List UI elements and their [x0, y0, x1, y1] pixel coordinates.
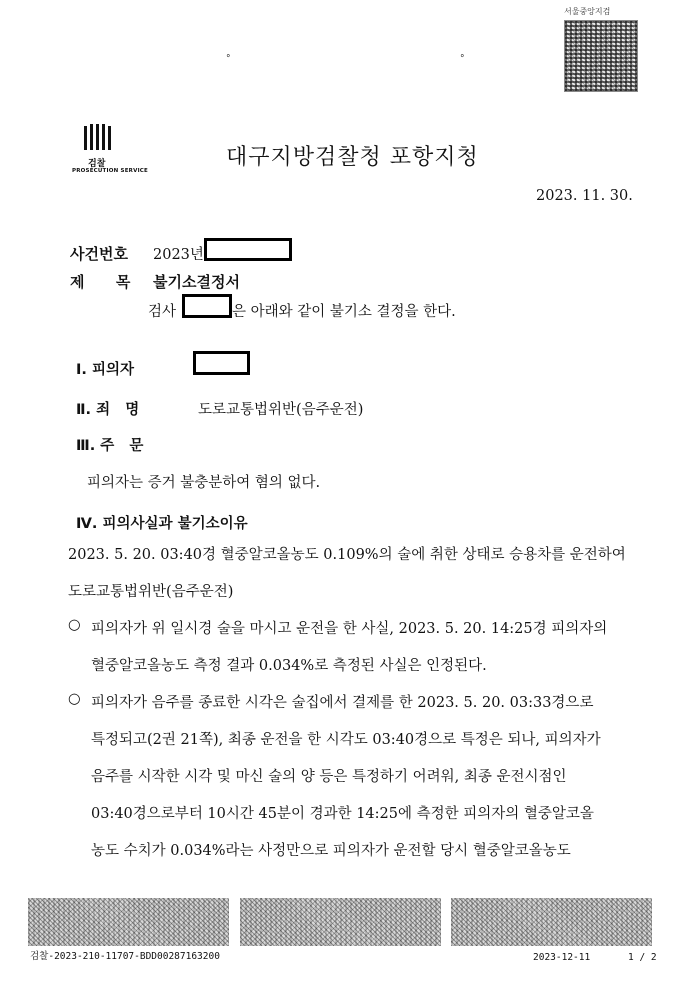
subject-value: 불기소결정서 [153, 273, 240, 291]
document-date: 2023. 11. 30. [536, 188, 633, 204]
redaction-box-case-number [204, 238, 292, 261]
footer-print-date: 2023-12-11 [533, 952, 591, 963]
stamp-label: 서울중앙지검 [564, 7, 611, 16]
bullet-1-line-2: 혈중알코올농도 측정 결과 0.034%로 측정된 사실은 인정된다. [91, 658, 487, 674]
bullet-2-line-5: 농도 수치가 0.034%라는 사정만으로 피의자가 운전할 당시 혈중알코올농도 [91, 843, 571, 859]
punch-dot-left: ° [226, 54, 231, 64]
section-3-value: 피의자는 증거 불충분하여 혐의 없다. [87, 475, 321, 491]
redaction-box-prosecutor [182, 294, 232, 318]
redaction-box-suspect [193, 351, 250, 375]
case-number-prefix: 2023년 [153, 247, 204, 263]
bullet-1-line-1: 피의자가 위 일시경 술을 마시고 운전을 한 사실, 2023. 5. 20. 14:25경 피의자의 [91, 621, 608, 637]
security-pattern-2 [240, 898, 441, 946]
body-line-1: 2023. 5. 20. 03:40경 혈중알코올농도 0.109%의 술에 취한 상태로 승용차를 운전하여 [68, 547, 626, 563]
qr-code-image [564, 20, 638, 92]
section-4-label: Ⅳ. 피의사실과 불기소이유 [76, 516, 248, 532]
bullet-2-line-3: 음주를 시작한 시각 및 마신 술의 양 등은 특정하기 어려워, 최종 운전시점인 [91, 769, 567, 785]
body-line-2: 도로교통법위반(음주운전) [68, 584, 234, 600]
bullet-1-mark: ○ [68, 617, 81, 633]
punch-dot-right: ° [460, 54, 465, 64]
logo-text-en: PROSECUTION SERVICE [72, 168, 149, 174]
bullet-2-line-2: 특정되고(2권 21쪽), 최종 운전을 한 시각도 03:40경으로 특정은 되나, 피의자가 [91, 732, 601, 748]
intro-prefix: 검사 [148, 304, 177, 320]
prosecution-logo [72, 124, 149, 180]
section-2-value: 도로교통법위반(음주운전) [198, 402, 364, 418]
section-1-label: Ⅰ. 피의자 [76, 362, 134, 378]
security-pattern-3 [451, 898, 652, 946]
footer-document-id: 검찰-2023-210-11707-BDD00287163200 [30, 951, 220, 962]
bullet-2-mark: ○ [68, 691, 81, 707]
case-number-label: 사건번호 [70, 245, 128, 263]
office-title: 대구지방검찰청 포항지청 [226, 145, 479, 170]
section-3-label: Ⅲ. 주 문 [76, 438, 144, 454]
prosecution-logo-icon [82, 124, 118, 152]
stamp-box [556, 4, 644, 92]
bullet-2-line-1: 피의자가 음주를 종료한 시각은 술집에서 결제를 한 2023. 5. 20. 03:33경으로 [91, 695, 594, 711]
footer-page-number: 1 / 2 [628, 952, 657, 963]
subject-label: 제 목 [70, 273, 131, 291]
intro-suffix: 은 아래와 같이 불기소 결정을 한다. [232, 304, 456, 320]
section-2-label: Ⅱ. 죄 명 [76, 402, 140, 418]
logo-text-ko: 검찰 [88, 159, 106, 169]
bullet-2-line-4: 03:40경으로부터 10시간 45분이 경과한 14:25에 측정한 피의자의 혈중알코올 [91, 806, 594, 822]
security-pattern-1 [28, 898, 229, 946]
